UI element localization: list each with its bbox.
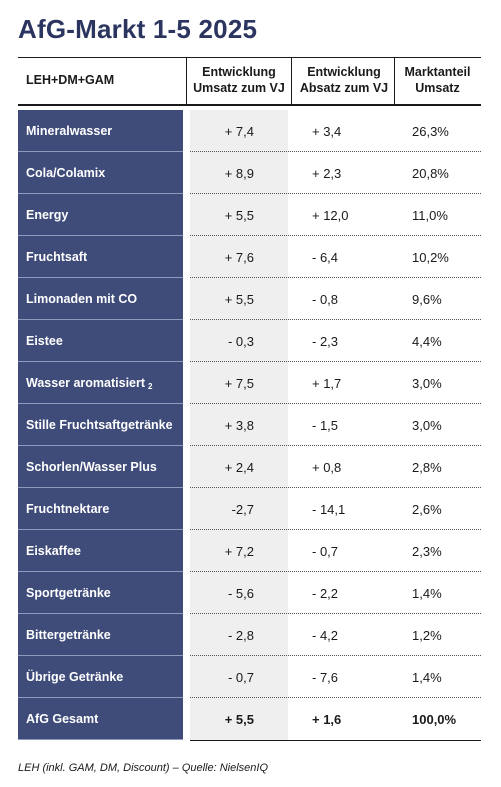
absatz-value: - 2,2 xyxy=(294,572,394,614)
category-name: Limonaden mit CO xyxy=(26,291,138,306)
absatz-value: + 3,4 xyxy=(294,110,394,152)
category-name: Eiskaffee xyxy=(26,543,81,558)
category-name: Übrige Getränke xyxy=(26,669,124,684)
umsatz-value: - 0,3 xyxy=(190,320,288,362)
umsatz-value: + 7,4 xyxy=(190,110,288,152)
table-row xyxy=(18,152,481,194)
category-name: Cola/Colamix xyxy=(26,165,106,180)
category-label xyxy=(18,320,183,362)
absatz-value: - 6,4 xyxy=(294,236,394,278)
absatz-value: + 2,3 xyxy=(294,152,394,194)
header-absatz: Entwicklung Absatz zum VJ xyxy=(299,65,389,95)
category-label xyxy=(18,236,183,278)
marktanteil-value: 20,8% xyxy=(394,152,481,194)
category-name: Fruchtnektare xyxy=(26,501,110,516)
umsatz-value: + 8,9 xyxy=(190,152,288,194)
marktanteil-value: 2,6% xyxy=(394,488,481,530)
table-row xyxy=(18,194,481,236)
umsatz-value: + 2,4 xyxy=(190,446,288,488)
table-row xyxy=(18,530,481,572)
marktanteil-value: 10,2% xyxy=(394,236,481,278)
umsatz-value: - 2,8 xyxy=(190,614,288,656)
table-row xyxy=(18,278,481,320)
category-label xyxy=(18,362,183,404)
marktanteil-value: 1,2% xyxy=(394,614,481,656)
absatz-value: + 12,0 xyxy=(294,194,394,236)
category-label xyxy=(18,152,183,194)
category-label xyxy=(18,278,183,320)
table-row xyxy=(18,572,481,614)
header-segment: LEH+DM+GAM xyxy=(26,73,115,88)
marktanteil-value: 9,6% xyxy=(394,278,481,320)
table-row-total xyxy=(18,698,481,740)
page-title: AfG-Markt 1-5 2025 xyxy=(18,14,258,44)
category-name: AfG Gesamt xyxy=(26,711,99,726)
market-table xyxy=(18,57,481,740)
table-row xyxy=(18,488,481,530)
marktanteil-value: 2,3% xyxy=(394,530,481,572)
category-label xyxy=(18,488,183,530)
category-label xyxy=(18,656,183,698)
table-row xyxy=(18,110,481,152)
absatz-value: + 1,6 xyxy=(294,698,394,740)
table-row xyxy=(18,236,481,278)
category-label xyxy=(18,404,183,446)
absatz-value: - 7,6 xyxy=(294,656,394,698)
category-label xyxy=(18,698,183,740)
umsatz-value: + 5,5 xyxy=(190,194,288,236)
category-label xyxy=(18,530,183,572)
table-row xyxy=(18,614,481,656)
category-label xyxy=(18,572,183,614)
header-divider xyxy=(291,58,292,104)
table-bottom-rule xyxy=(190,740,481,741)
category-name: Eistee xyxy=(26,333,63,348)
marktanteil-value: 3,0% xyxy=(394,404,481,446)
table-row xyxy=(18,446,481,488)
umsatz-value: - 5,6 xyxy=(190,572,288,614)
umsatz-value: + 5,5 xyxy=(190,278,288,320)
category-name: Schorlen/Wasser Plus xyxy=(26,459,157,474)
marktanteil-value: 11,0% xyxy=(394,194,481,236)
category-label xyxy=(18,194,183,236)
absatz-value: - 2,3 xyxy=(294,320,394,362)
absatz-value: - 14,1 xyxy=(294,488,394,530)
marktanteil-value: 4,4% xyxy=(394,320,481,362)
absatz-value: - 0,8 xyxy=(294,278,394,320)
category-label xyxy=(18,110,183,152)
source-footnote: LEH (inkl. GAM, DM, Discount) – Quelle: NielsenIQ xyxy=(18,762,269,774)
category-name: Wasser aromatisiert xyxy=(26,375,146,390)
absatz-value: + 1,7 xyxy=(294,362,394,404)
category-name: Mineralwasser xyxy=(26,123,113,138)
table-header xyxy=(18,57,481,106)
category-name: Fruchtsaft xyxy=(26,249,88,264)
umsatz-value: + 5,5 xyxy=(190,698,288,740)
umsatz-value: -2,7 xyxy=(190,488,288,530)
marktanteil-value: 1,4% xyxy=(394,656,481,698)
table-body xyxy=(18,110,481,740)
table-row xyxy=(18,404,481,446)
absatz-value: - 0,7 xyxy=(294,530,394,572)
absatz-value: - 1,5 xyxy=(294,404,394,446)
table-row xyxy=(18,320,481,362)
category-name: Energy xyxy=(26,207,69,222)
marktanteil-value: 1,4% xyxy=(394,572,481,614)
header-umsatz: Entwicklung Umsatz zum VJ xyxy=(193,65,285,95)
marktanteil-value: 3,0% xyxy=(394,362,481,404)
marktanteil-value: 2,8% xyxy=(394,446,481,488)
category-name: Bittergetränke xyxy=(26,627,111,642)
umsatz-value: + 3,8 xyxy=(190,404,288,446)
absatz-value: - 4,2 xyxy=(294,614,394,656)
umsatz-value: - 0,7 xyxy=(190,656,288,698)
marktanteil-value: 100,0% xyxy=(394,698,481,740)
category-label xyxy=(18,614,183,656)
umsatz-value: + 7,2 xyxy=(190,530,288,572)
header-divider xyxy=(186,58,187,104)
footnote-marker: 2 xyxy=(148,382,153,391)
header-marktanteil: Marktanteil Umsatz xyxy=(404,65,471,95)
umsatz-value: + 7,6 xyxy=(190,236,288,278)
marktanteil-value: 26,3% xyxy=(394,110,481,152)
category-label xyxy=(18,446,183,488)
absatz-value: + 0,8 xyxy=(294,446,394,488)
table-row xyxy=(18,656,481,698)
umsatz-value: + 7,5 xyxy=(190,362,288,404)
category-name: Stille Fruchtsaftgetränke xyxy=(26,417,173,432)
table-row xyxy=(18,362,481,404)
category-name: Sportgetränke xyxy=(26,585,111,600)
